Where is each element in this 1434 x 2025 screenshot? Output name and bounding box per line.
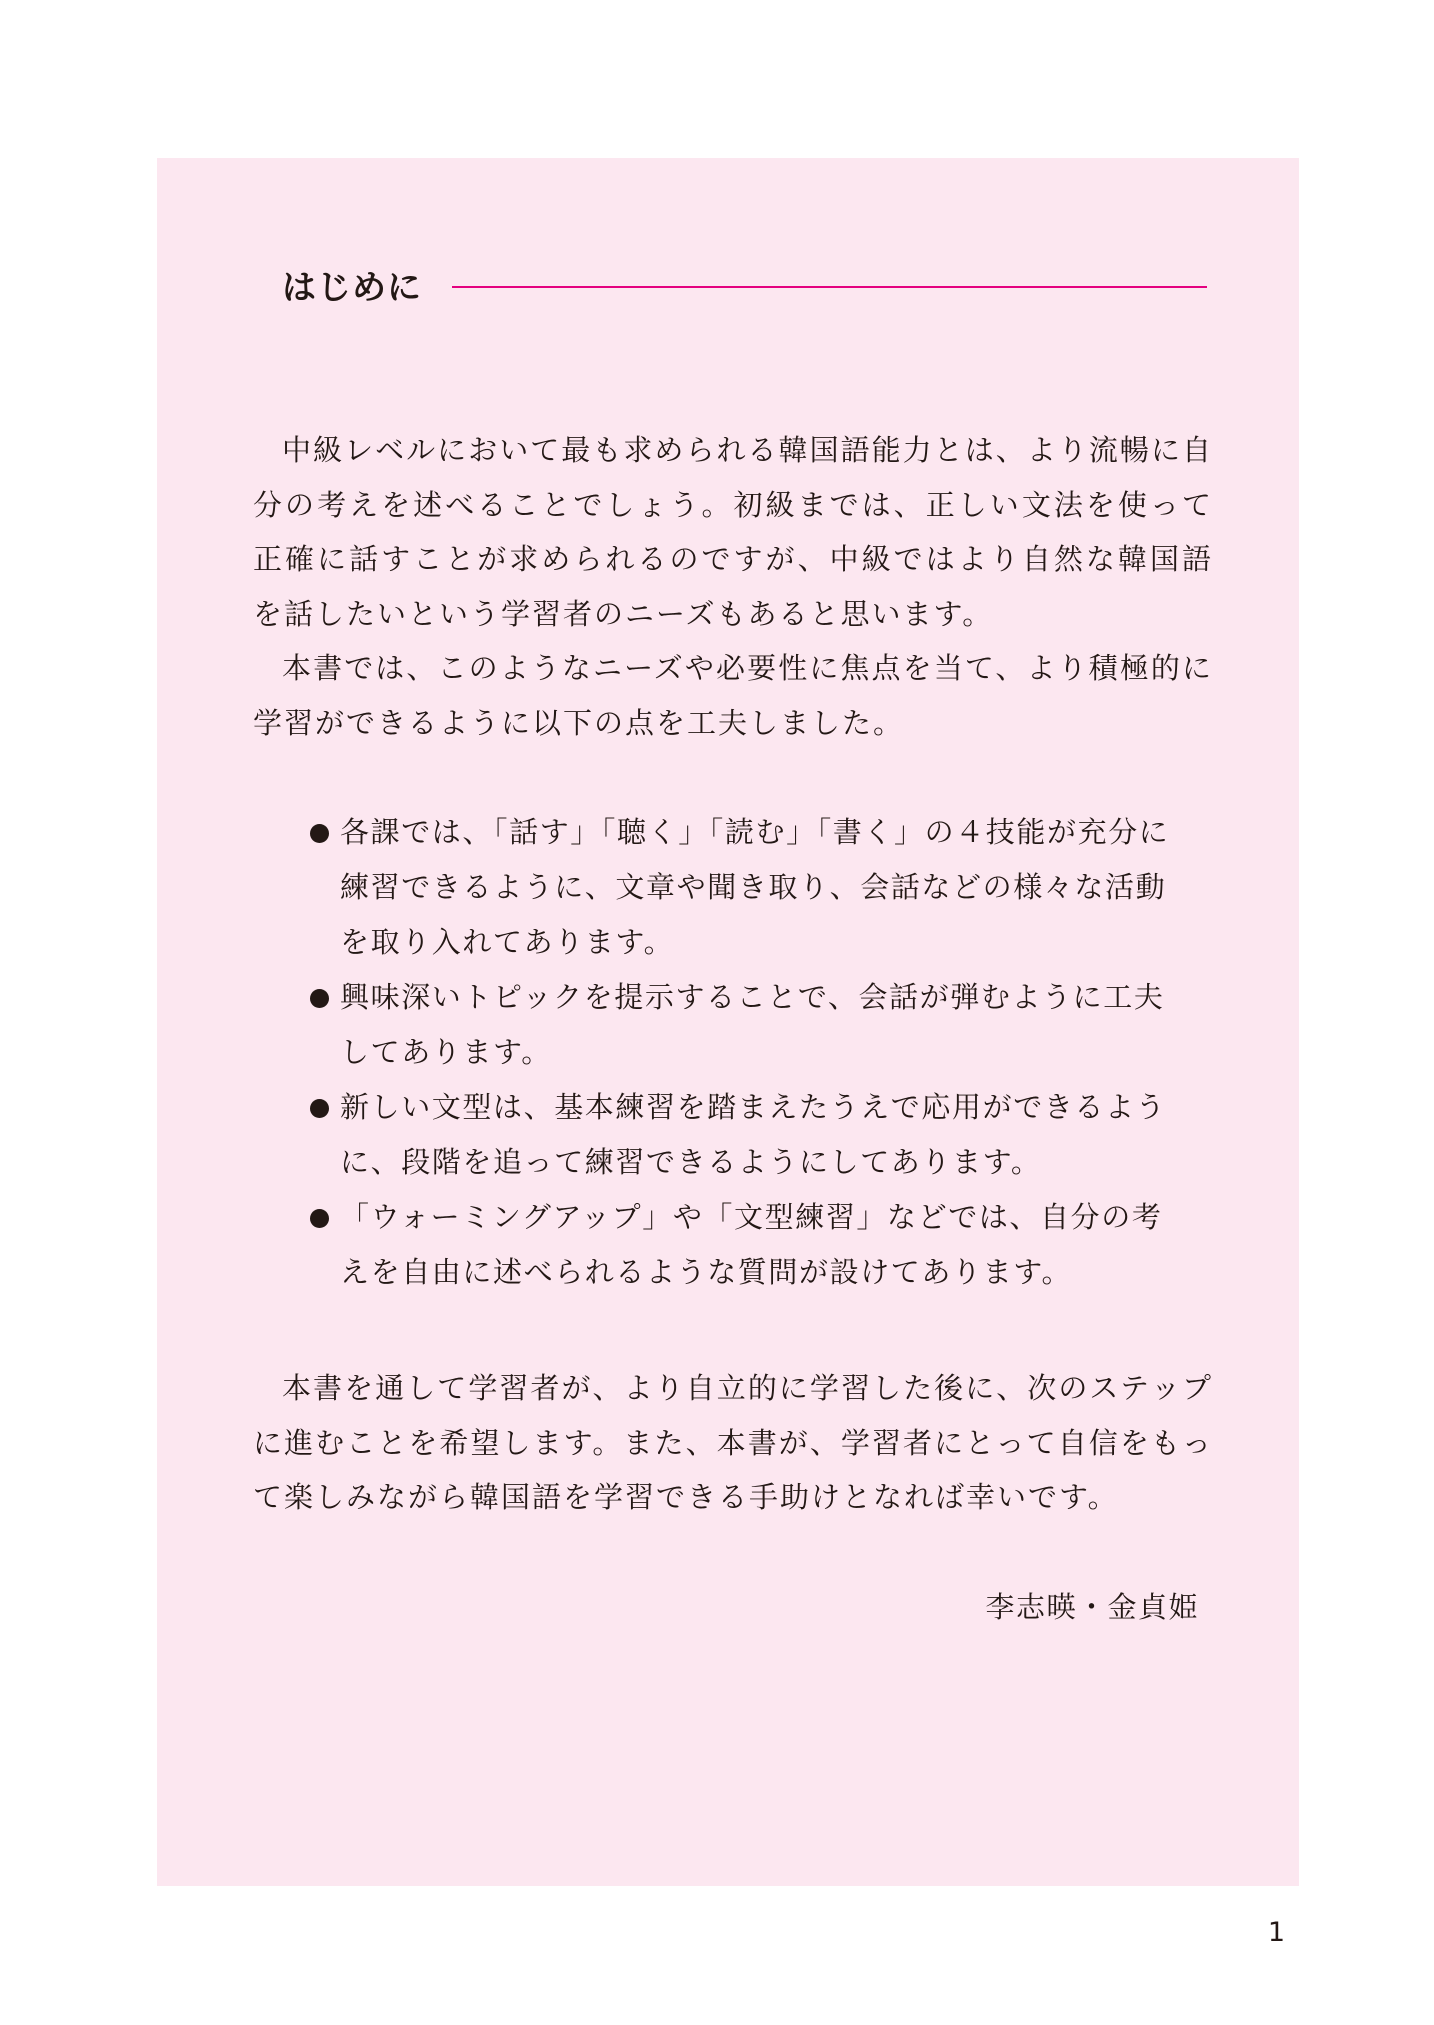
bullet-icon bbox=[310, 1099, 329, 1118]
heading-rule bbox=[452, 286, 1207, 288]
feature-list bbox=[310, 805, 1180, 1300]
list-item-text: 各課では、「話す」「聴く」「読む」「書く」の４技能が充分に練習できるように、文章や聞き取り、会話などの様々な活動を取り入れてあります。 bbox=[340, 815, 1170, 959]
list-item bbox=[310, 1080, 1180, 1190]
list-item-text: 新しい文型は、基本練習を踏まえたうえで応用ができるように、段階を追って練習できるようにしてあります。 bbox=[340, 1090, 1167, 1179]
bullet-icon bbox=[310, 989, 329, 1008]
list-item bbox=[310, 805, 1180, 970]
closing-paragraph: 本書を通して学習者が、より自立的に学習した後に、次のステップに進むことを希望します。また、本書が、学習者にとって自信をもって楽しみながら韓国語を学習できる手助けとなれば幸いです。 bbox=[253, 1371, 1213, 1514]
list-item bbox=[310, 1190, 1180, 1300]
heading-row bbox=[282, 258, 1207, 318]
intro-paragraph: 本書では、このようなニーズや必要性に焦点を当て、より積極的に学習ができるように以下の点を工夫しました。 bbox=[253, 651, 1213, 740]
bullet-icon bbox=[310, 1209, 329, 1228]
list-item bbox=[310, 970, 1180, 1080]
bullet-icon bbox=[310, 824, 329, 843]
author-signature: 李志暎・金貞姫 bbox=[985, 1590, 1199, 1624]
closing-section bbox=[253, 1361, 1213, 1525]
intro-paragraph: 中級レベルにおいて最も求められる韓国語能力とは、より流暢に自分の考えを述べることでしょう。初級までは、正しい文法を使って正確に話すことが求められるのですが、中級ではより自然な韓国語を話したいという学習者のニーズもあると思います。 bbox=[253, 433, 1213, 631]
page-title: はじめに bbox=[282, 268, 422, 308]
intro-section bbox=[253, 423, 1213, 750]
list-item-text: 興味深いトピックを提示することで、会話が弾むように工夫してあります。 bbox=[340, 980, 1165, 1069]
list-item-text: 「ウォーミングアップ」や「文型練習」などでは、自分の考えを自由に述べられるような質問が設けてあります。 bbox=[340, 1200, 1163, 1289]
page-number: 1 bbox=[1267, 1917, 1285, 1948]
